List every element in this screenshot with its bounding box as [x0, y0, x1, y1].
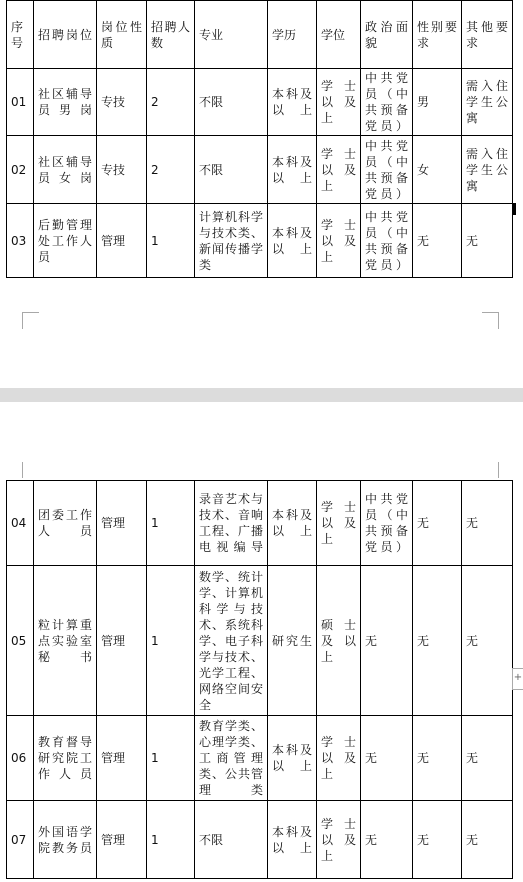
page-margin-corner-mark [22, 312, 39, 329]
cell-position-name: 团委工作人员 [34, 481, 97, 566]
table-header-row [7, 1, 513, 69]
cell-gender: 无 [413, 716, 462, 801]
cell-gender: 女 [413, 136, 462, 204]
header-no: 序号 [7, 1, 34, 69]
page-margin-corner-mark [22, 462, 39, 478]
cell-position-type: 管理 [97, 716, 147, 801]
header-degree: 学位 [317, 1, 361, 69]
page-margin-corner-mark [482, 462, 499, 478]
cell-no: 05 [7, 566, 34, 716]
cell-gender: 无 [413, 566, 462, 716]
header-position-name: 招聘岗位 [34, 1, 97, 69]
cell-other: 无 [462, 801, 513, 879]
cell-other: 无 [462, 481, 513, 566]
cell-position-name: 社区辅导员男岗 [34, 69, 97, 136]
header-other: 其他要求 [462, 1, 513, 69]
cell-count: 2 [147, 69, 195, 136]
cell-political: 中共党员（中共预备党员） [361, 69, 413, 136]
cell-gender: 无 [413, 801, 462, 879]
header-education: 学历 [268, 1, 317, 69]
text-cursor [513, 203, 516, 215]
cell-no: 03 [7, 204, 34, 278]
cell-position-type: 专技 [97, 69, 147, 136]
cell-position-name: 教育督导研究院工作人员 [34, 716, 97, 801]
cell-political: 无 [361, 716, 413, 801]
table-row [7, 566, 513, 716]
cell-other: 需入住学生公寓 [462, 136, 513, 204]
cell-education: 本科及以上 [268, 716, 317, 801]
page-separator [0, 388, 523, 402]
cell-position-type: 管理 [97, 204, 147, 278]
table-row [7, 481, 513, 566]
document-page-2 [0, 402, 523, 882]
cell-degree: 学士以及上 [317, 136, 361, 204]
cell-position-type: 管理 [97, 801, 147, 879]
cell-degree: 硕士及以上 [317, 566, 361, 716]
table-row [7, 716, 513, 801]
cell-degree: 学士以及上 [317, 69, 361, 136]
cell-degree: 学士以及上 [317, 204, 361, 278]
cell-degree: 学士以及上 [317, 801, 361, 879]
cell-count: 2 [147, 136, 195, 204]
cell-gender: 无 [413, 481, 462, 566]
cell-no: 06 [7, 716, 34, 801]
cell-no: 02 [7, 136, 34, 204]
cell-education: 本科及以上 [268, 204, 317, 278]
recruitment-table-part-1 [6, 0, 513, 278]
table-row [7, 204, 513, 278]
cell-other: 无 [462, 204, 513, 278]
cell-gender: 男 [413, 69, 462, 136]
cell-education: 本科及以上 [268, 801, 317, 879]
cell-education: 研究生 [268, 566, 317, 716]
cell-count: 1 [147, 204, 195, 278]
cell-education: 本科及以上 [268, 481, 317, 566]
cell-position-name: 粒计算重点实验室秘书 [34, 566, 97, 716]
cell-education: 本科及以上 [268, 136, 317, 204]
cell-political: 中共党员（中共预备党员） [361, 204, 413, 278]
header-major: 专业 [195, 1, 268, 69]
cell-other: 无 [462, 566, 513, 716]
cell-other: 无 [462, 716, 513, 801]
document-page-1 [0, 0, 523, 388]
header-political: 政治面貌 [361, 1, 413, 69]
table-row [7, 801, 513, 879]
table-row [7, 136, 513, 204]
cell-position-type: 管理 [97, 566, 147, 716]
cell-no: 07 [7, 801, 34, 879]
header-count: 招聘人数 [147, 1, 195, 69]
cell-position-type: 专技 [97, 136, 147, 204]
recruitment-table-part-2 [6, 480, 513, 879]
cell-political: 中共党员（中共预备党员） [361, 481, 413, 566]
cell-major: 数学、统计学、计算机科学与技术、系统科学、电子科学与技术、光学工程、网络空间安全 [195, 566, 268, 716]
cell-other: 需入住学生公寓 [462, 69, 513, 136]
cell-degree: 学士以及上 [317, 481, 361, 566]
header-position-type: 岗位性质 [97, 1, 147, 69]
cell-count: 1 [147, 566, 195, 716]
cell-major: 计算机科学与技术类、新闻传播学类 [195, 204, 268, 278]
page-margin-corner-mark [482, 312, 499, 329]
cell-political: 无 [361, 566, 413, 716]
cell-major: 不限 [195, 69, 268, 136]
cell-count: 1 [147, 716, 195, 801]
cell-major: 不限 [195, 801, 268, 879]
add-column-handle[interactable]: + [512, 668, 523, 690]
header-gender: 性别要求 [413, 1, 462, 69]
cell-political: 中共党员（中共预备党员） [361, 136, 413, 204]
cell-position-name: 外国语学院教务员 [34, 801, 97, 879]
cell-position-type: 管理 [97, 481, 147, 566]
cell-education: 本科及以上 [268, 69, 317, 136]
table-row [7, 69, 513, 136]
cell-no: 01 [7, 69, 34, 136]
cell-count: 1 [147, 801, 195, 879]
cell-no: 04 [7, 481, 34, 566]
cell-degree: 学士以及上 [317, 716, 361, 801]
cell-major: 教育学类、心理学类、工商管理类、公共管理类 [195, 716, 268, 801]
cell-position-name: 社区辅导员女岗 [34, 136, 97, 204]
cell-political: 无 [361, 801, 413, 879]
cell-count: 1 [147, 481, 195, 566]
cell-major: 录音艺术与技术、音响工程、广播电视编导 [195, 481, 268, 566]
cell-gender: 无 [413, 204, 462, 278]
cell-position-name: 后勤管理处工作人员 [34, 204, 97, 278]
cell-major: 不限 [195, 136, 268, 204]
